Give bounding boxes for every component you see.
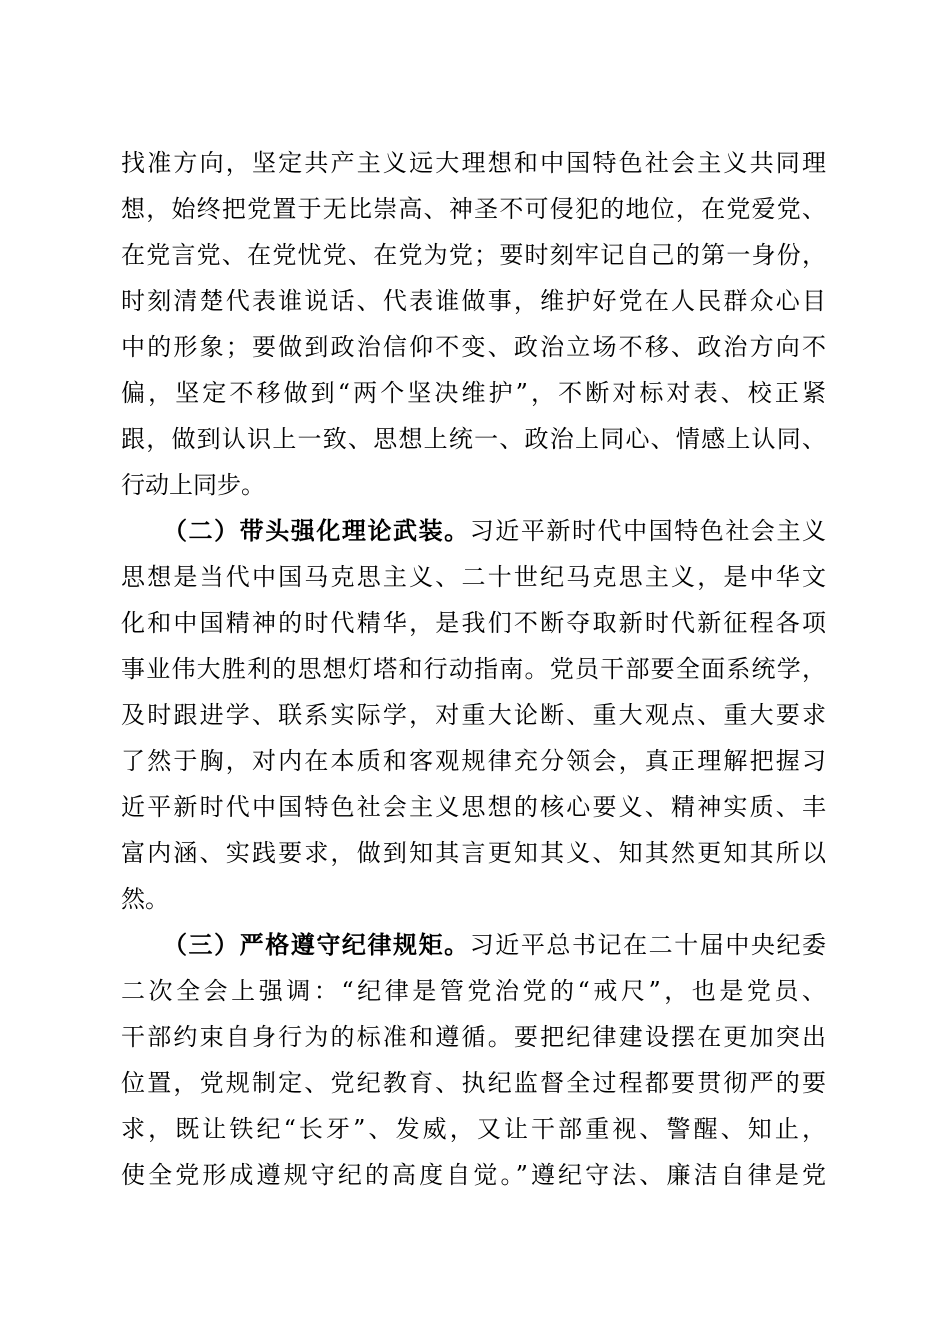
paragraph-1-line-1: 找准方向，坚定共产主义远大理想和中国特色社会主义共同理 [121,149,826,177]
paragraph-3-line-2: 二次全会上强调：“纪律是管党治党的“戒尺”，也是党员、 [121,977,826,1005]
paragraph-2-line-5: 及时跟进学、联系实际学，对重大论断、重大观点、重大要求 [121,701,826,729]
paragraph-2-line-3: 化和中国精神的时代精华，是我们不断夺取新时代新征程各项 [121,609,826,637]
paragraph-2-line-2: 思想是当代中国马克思主义、二十世纪马克思主义，是中华文 [121,563,826,591]
paragraph-1-line-2: 想，始终把党置于无比崇高、神圣不可侵犯的地位，在党爱党、 [121,195,826,223]
paragraph-1-line-8: 行动上同步。 [121,471,265,499]
paragraph-1-line-6: 偏，坚定不移做到“两个坚决维护”，不断对标对表、校正紧 [121,379,826,407]
paragraph-2-first-line-text: 习近平新时代中国特色社会主义 [469,517,827,545]
section-heading-2: （二）带头强化理论武装。 [163,516,470,545]
paragraph-3-first-line-text: 习近平总书记在二十届中央纪委 [469,931,827,959]
paragraph-2-line-4: 事业伟大胜利的思想灯塔和行动指南。党员干部要全面系统学， [121,655,826,683]
paragraph-3-line-5: 求，既让铁纪“长牙”、发威，又让干部重视、警醒、知止， [121,1115,826,1143]
paragraph-3-line-6: 使全党形成遵规守纪的高度自觉。”遵纪守法、廉洁自律是党 [121,1161,826,1189]
paragraph-2-line-7: 近平新时代中国特色社会主义思想的核心要义、精神实质、丰 [121,793,826,821]
paragraph-1-line-5: 中的形象；要做到政治信仰不变、政治立场不移、政治方向不 [121,333,826,361]
paragraph-3-line-3: 干部约束自身行为的标准和遵循。要把纪律建设摆在更加突出 [121,1023,826,1051]
paragraph-2-first-line [163,509,826,553]
paragraph-2-line-9: 然。 [121,885,169,913]
paragraph-3-line-4: 位置，党规制定、党纪教育、执纪监督全过程都要贯彻严的要 [121,1069,826,1097]
paragraph-2-line-8: 富内涵、实践要求，做到知其言更知其义、知其然更知其所以 [121,839,826,867]
paragraph-1-line-7: 跟，做到认识上一致、思想上统一、政治上同心、情感上认同、 [121,425,826,453]
paragraph-2-line-6: 了然于胸，对内在本质和客观规律充分领会，真正理解把握习 [121,747,826,775]
paragraph-3-first-line [163,923,826,967]
paragraph-1-line-3: 在党言党、在党忧党、在党为党；要时刻牢记自己的第一身份， [121,241,826,269]
paragraph-1-line-4: 时刻清楚代表谁说话、代表谁做事，维护好党在人民群众心目 [121,287,826,315]
section-heading-3: （三）严格遵守纪律规矩。 [163,930,470,959]
